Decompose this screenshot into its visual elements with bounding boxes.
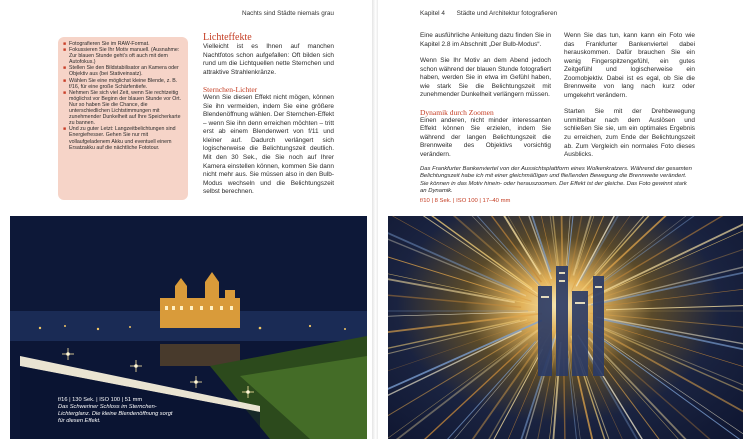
tip-text: Fotografieren Sie im RAW-Format.	[69, 41, 150, 47]
paragraph-anleitung: Eine ausführliche Anleitung dazu finden Sie in Kapitel 2.8 im Abschnitt „Der Bulb-Modus“.	[420, 32, 551, 48]
bullet-icon: ■	[63, 126, 67, 133]
schwerin-photo-caption	[58, 397, 178, 425]
tip-item	[63, 126, 185, 150]
left-page	[0, 0, 372, 439]
tips-list	[63, 41, 185, 151]
tip-text: Fokussieren Sie Ihr Motiv manuell. (Ausnahme: Zur blauen Stunde geht’s oft auch mit dem Autofokus.)	[69, 47, 180, 66]
paragraph-dynamik: Einen anderen, nicht minder interessanten Effekt können Sie erzielen, indem Sie während der langen Belichtungszeit die Brennweite des Objektivs vorsichtig verändern.	[420, 116, 551, 159]
running-head-left: Nachts sind Städte niemals grau	[241, 10, 334, 17]
zoom-light-streak	[388, 216, 542, 299]
paragraph-blaue-stunde: Wenn Sie Ihr Motiv an dem Abend jedoch schon während der blauen Stunde fotografiert haben, werden Sie in etwa im Gefühl haben, wie stark Sie die Belichtungszeit mit zunehmender Dunkelheit verlängern müssen.	[420, 57, 551, 99]
heading-sternchen-lichter: Sternchen-Lichter	[203, 85, 258, 95]
zoom-light-streak	[601, 337, 743, 439]
tip-text: Und zu guter Letzt: Langzeitbelichtungen sind Energiefresser. Gehen Sie nur mit vollaufgeladenem Akku und eventuell einem Ersatzakku auf die nächtliche Fototour.	[69, 126, 176, 151]
running-head-right	[420, 10, 557, 17]
zoom-light-streak	[438, 328, 553, 439]
zoom-light-streak	[388, 331, 530, 424]
frankfurt-zoom-photo	[388, 216, 743, 439]
bullet-icon: ■	[63, 47, 67, 54]
zoom-light-streak	[388, 320, 527, 376]
schwerin-photo-text: Das Schweriner Schloss im Sternchen-Lichterglanz. Die kleine Blendenöffnung sorgt für diesen Effekt.	[58, 404, 173, 424]
tip-item	[63, 65, 185, 77]
right-text-column-1	[420, 32, 551, 168]
zoom-light-streak	[388, 286, 521, 307]
heading-dynamik-durch-zoomen: Dynamik durch Zoomen	[420, 107, 494, 117]
bullet-icon: ■	[63, 41, 67, 47]
right-text-column-2	[564, 32, 695, 168]
schwerin-photo-meta: f/16 | 130 Sek. | ISO 100 | 51 mm	[58, 397, 143, 403]
chapter-title: Städte und Architektur fotografieren	[456, 10, 558, 17]
zoom-light-streak	[559, 216, 562, 272]
paragraph-col2-a: Wenn Sie das tun, kann kann ein Foto wie das Frankfurter Bankenviertel dabei herauskommen. Dafür brauchen Sie ein wenig Fingerspitzengefühl, ein gutes Zeitgefühl und logischerweise ein Zoomobjektiv. Dabei ist es egal, ob Sie die Brennweite von lang nach kurz oder umgekehrt verändern.	[564, 32, 695, 99]
paragraph-lichteffekte: Vielleicht ist es Ihnen auf manchen Nachtfotos schon aufgefallen: Oft bilden sich rund um die Lichtquellen nette Sternchen und attraktive Strahlenkränze.	[203, 43, 334, 76]
tip-item	[63, 78, 185, 90]
tips-box	[58, 37, 188, 200]
zoom-light-streak	[589, 338, 731, 439]
paragraph-col2-b: Starten Sie mit der Drehbewegung unmittelbar nach dem Auslösen und schließen Sie sie, um ein optimales Ergebnis zu erreichen, zum Ende der Belichtungszeit ab. Zum Vergleich ein normales Foto dieses Ausblicks.	[564, 108, 695, 159]
zoom-light-streak	[592, 344, 734, 439]
frankfurt-caption-meta: f/10 | 8 Sek. | ISO 100 | 17–40 mm	[420, 198, 511, 205]
zoom-light-streak	[402, 216, 544, 289]
zoom-light-streak	[388, 320, 542, 411]
bullet-icon: ■	[63, 65, 67, 72]
zoom-light-streak	[603, 320, 743, 365]
frankfurt-caption: Das Frankfurter Bankenviertel von der Aussichtsplattform eines Wolkenkratzers. Während der gesamten Belichtungszeit habe ich mit einer gleichmäßigen und fließenden Bewegung die Brennweite verändert. Sie können in das Motiv hinein- oder herauszoomen. Der Effekt ist der gleiche. Das Foto gewinnt stark an Dynamik.	[420, 166, 692, 194]
tip-text: Wählen Sie eine möglichst kleine Blende, z. B. f/16, für eine große Schärfentiefe.	[69, 77, 178, 90]
paragraph-sternchen-lichter: Wenn Sie diesen Effekt nicht mögen, können Sie ihn vermeiden, indem Sie eine größere Blendenöffnung wählen. Der Sternchen-Effekt – wenn Sie ihn denn erreichen möchten – tritt erst ab einem Blendenwert von f/11 und kleiner auf. Dadurch verlängert sich logischerweise die Belichtungszeit deutlich. Mit den 30 Sek., die Sie noch auf Ihrer Kamera einstellen können, kommen Sie dann nicht mehr aus. Sie müssen also in den Bulb-Modus wechseln und die Belichtungszeit selbst berechnen.	[203, 94, 334, 196]
zoom-light-streak	[388, 331, 522, 413]
tip-text: Stellen Sie den Bildstabilisator an Kamera oder Objektiv aus (bei Stativeinsatz).	[69, 65, 179, 78]
tip-item	[63, 47, 185, 65]
zoom-light-streak	[606, 304, 743, 310]
zoom-light-streak	[388, 314, 542, 340]
frankfurt-caption-block	[420, 166, 695, 204]
left-text-column	[203, 32, 334, 205]
schwerin-castle-photo	[10, 216, 367, 439]
heading-lichteffekte: Lichteffekte	[203, 32, 252, 43]
tip-text: Nehmen Sie sich viel Zeit, wenn Sie rechtzeitig möglichst vor Beginn der blauen Stunde vor Ort. Nur so haben Sie die Chance, die unterschiedlichen Lichtstimmungen mit zunehmender Dunkelheit auf Ihre Speicherkarte zu bannen.	[69, 89, 182, 127]
bullet-icon: ■	[63, 89, 67, 96]
bullet-icon: ■	[63, 77, 67, 84]
tip-item	[63, 90, 185, 127]
chapter-label: Kapitel 4	[420, 10, 445, 17]
